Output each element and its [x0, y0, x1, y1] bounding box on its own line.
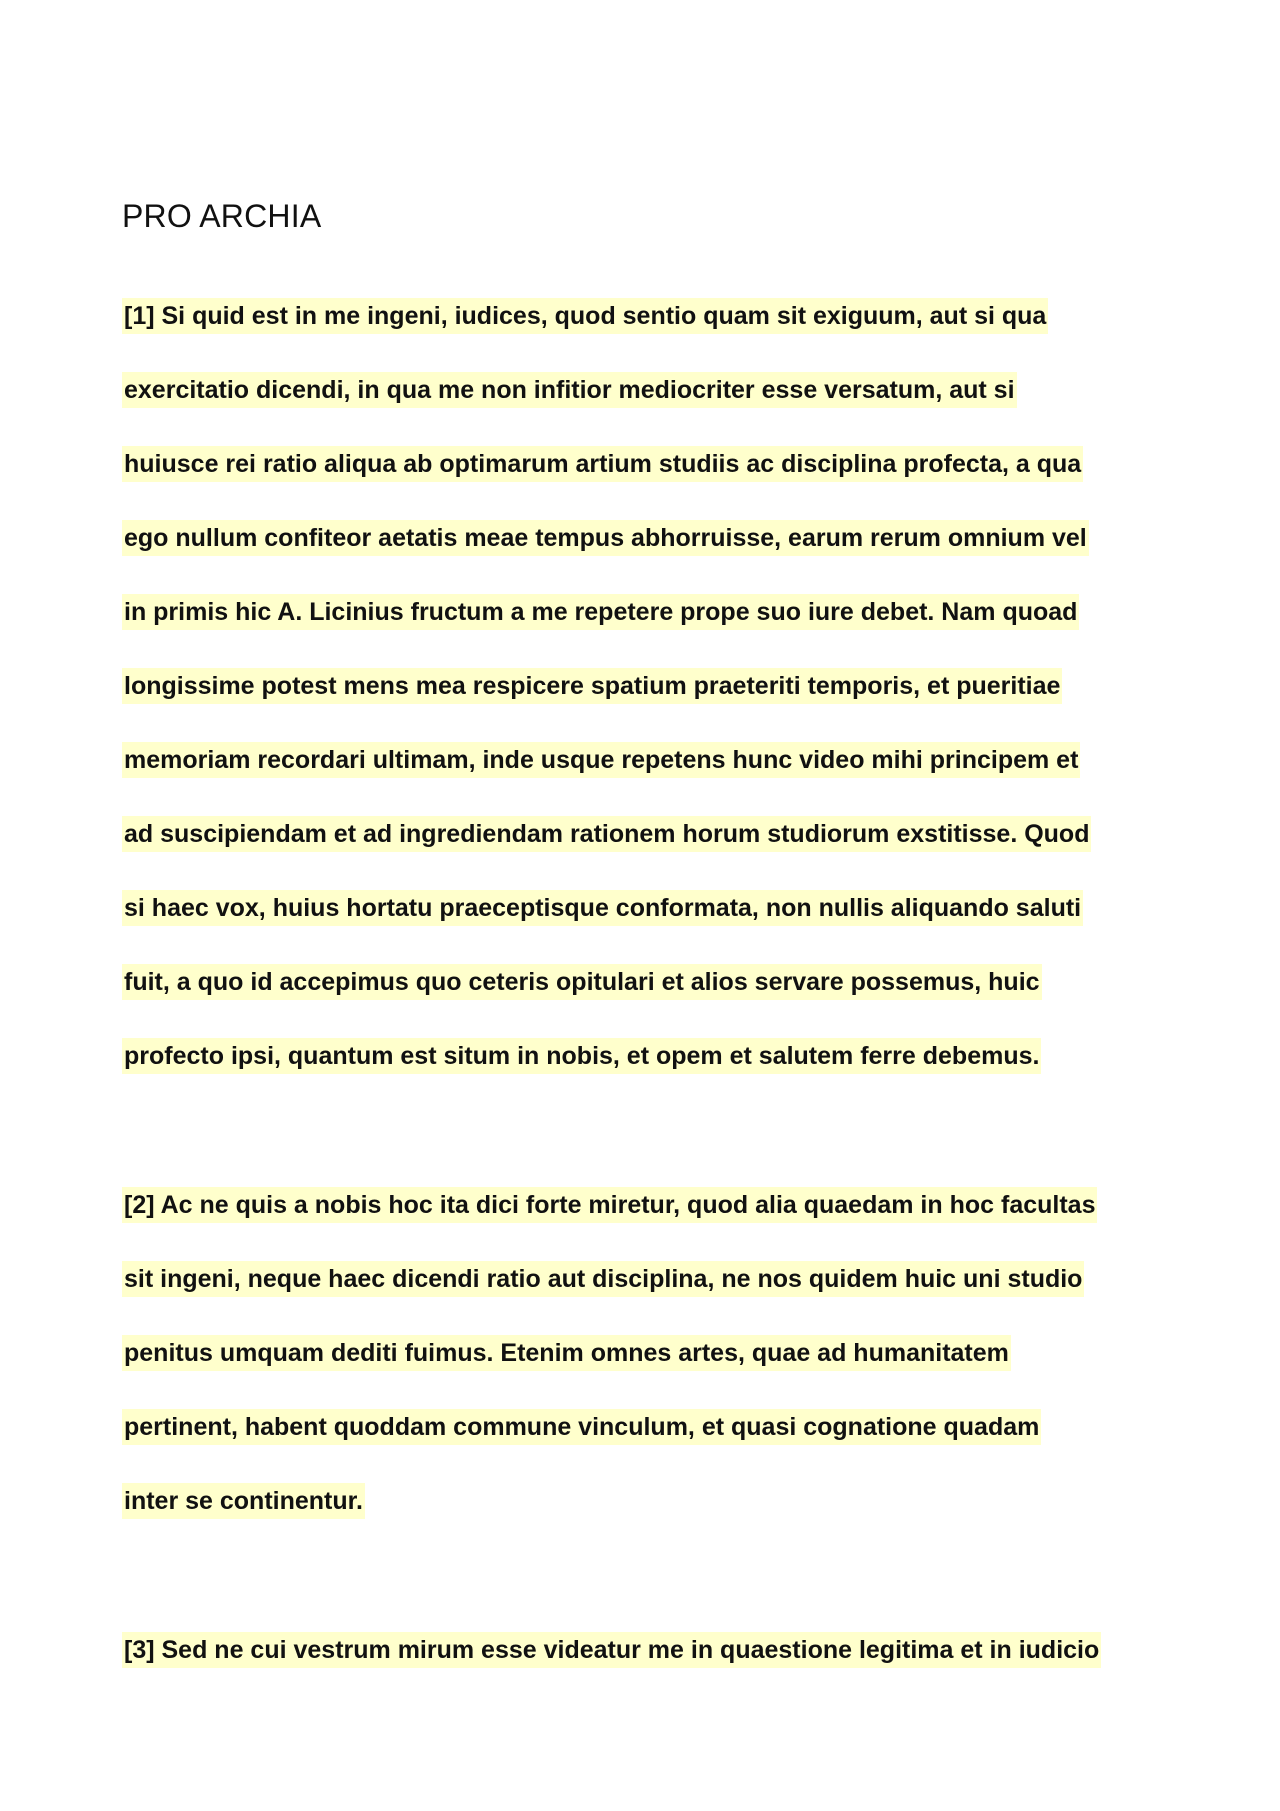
highlighted-text: huiusce rei ratio aliqua ab optimarum artium studiis ac disciplina profecta, a qua [122, 446, 1083, 482]
highlighted-text: ego nullum confiteor aetatis meae tempus abhorruisse, earum rerum omnium vel [122, 520, 1089, 556]
highlighted-text: [3] Sed ne cui vestrum mirum esse videatur me in quaestione legitima et in iudicio [122, 1632, 1101, 1668]
highlighted-text: memoriam recordari ultimam, inde usque repetens hunc video mihi principem et [122, 742, 1080, 778]
text-line [122, 816, 1091, 852]
highlighted-text: si haec vox, huius hortatu praeceptisque conformata, non nullis aliquando saluti [122, 890, 1083, 926]
highlighted-text: ad suscipiendam et ad ingrediendam rationem horum studiorum exstitisse. Quod [122, 816, 1091, 852]
text-line [122, 1038, 1041, 1074]
text-line [122, 372, 1017, 408]
text-line [122, 964, 1042, 1000]
text-line [122, 890, 1083, 926]
highlighted-text: exercitatio dicendi, in qua me non infitior mediocriter esse versatum, aut si [122, 372, 1017, 408]
highlighted-text: longissime potest mens mea respicere spatium praeteriti temporis, et pueritiae [122, 668, 1062, 704]
highlighted-text: fuit, a quo id accepimus quo ceteris opitulari et alios servare possemus, huic [122, 964, 1042, 1000]
highlighted-text: pertinent, habent quoddam commune vinculum, et quasi cognatione quadam [122, 1409, 1041, 1445]
text-line [122, 668, 1062, 704]
document-title: PRO ARCHIA [122, 198, 322, 234]
text-line [122, 1335, 1011, 1371]
highlighted-text: in primis hic A. Licinius fructum a me repetere prope suo iure debet. Nam quoad [122, 594, 1079, 630]
text-line [122, 1187, 1097, 1223]
text-line [122, 1632, 1101, 1668]
highlighted-text: [2] Ac ne quis a nobis hoc ita dici forte miretur, quod alia quaedam in hoc facultas [122, 1187, 1097, 1223]
highlighted-text: [1] Si quid est in me ingeni, iudices, quod sentio quam sit exiguum, aut si qua [122, 298, 1048, 334]
highlighted-text: sit ingeni, neque haec dicendi ratio aut disciplina, ne nos quidem huic uni studio [122, 1261, 1084, 1297]
highlighted-text: inter se continentur. [122, 1483, 365, 1519]
highlighted-text: profecto ipsi, quantum est situm in nobis, et opem et salutem ferre debemus. [122, 1038, 1041, 1074]
text-line [122, 1483, 365, 1519]
text-line [122, 742, 1080, 778]
text-line [122, 594, 1079, 630]
text-line [122, 298, 1048, 334]
highlighted-text: penitus umquam dediti fuimus. Etenim omnes artes, quae ad humanitatem [122, 1335, 1011, 1371]
text-line [122, 520, 1089, 556]
text-line [122, 1409, 1041, 1445]
text-line [122, 1261, 1084, 1297]
text-line [122, 446, 1083, 482]
